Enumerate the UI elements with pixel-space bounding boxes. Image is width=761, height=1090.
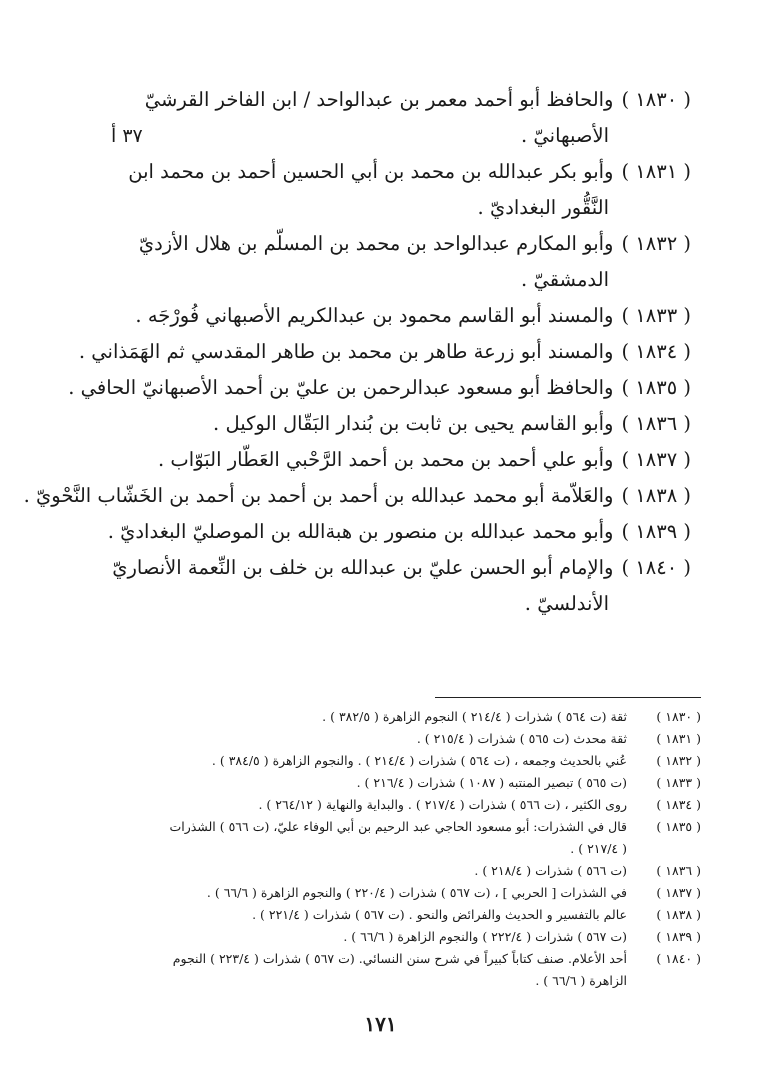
footnote-continuation: ( ٢١٧/٤ ) . <box>570 841 627 856</box>
entry-1832 <box>91 226 691 298</box>
footnote-text: ثقة محدث (ت ٥٦٥ ) شذرات ( ٢١٥/٤ ) . <box>416 731 627 746</box>
footnote-number: ( ١٨٤٠ ) <box>656 951 701 966</box>
entry-continuation: الدمشقيّ . <box>521 268 609 291</box>
entry-1836 <box>91 406 691 442</box>
footnote-1838 <box>56 904 701 926</box>
footnotes-list <box>56 706 701 992</box>
footnote-text: عُني بالحديث وجمعه ، (ت ٥٦٤ ) شذرات ( ٢١٤/٤ ) . والنجوم الزاهرة ( ٣٨٤/٥ ) . <box>211 753 627 768</box>
entry-text: والحافظ أبو أحمد معمر بن عبدالواحد / ابن الفاخر القرشيّ <box>144 88 614 111</box>
entry-number: ( ١٨٣٦ ) <box>621 412 691 435</box>
footnote-text: في الشذرات [ الحربي ] ، (ت ٥٦٧ ) شذرات ( ٢٢٠/٤ ) والنجوم الزاهرة ( ٦٦/٦ ) . <box>206 885 627 900</box>
footnote-text: أحد الأعلام. صنف كتاباً كبيراً في شرح سنن النسائي. (ت ٥٦٧ ) شذرات ( ٢٢٣/٤ ) النجوم <box>172 951 627 966</box>
entry-number: ( ١٨٣٧ ) <box>621 448 691 471</box>
footnote-text: (ت ٥٦٧ ) شذرات ( ٢٢٢/٤ ) والنجوم الزاهرة ( ٦٦/٦ ) . <box>343 929 627 944</box>
entry-number: ( ١٨٣٥ ) <box>621 376 691 399</box>
entry-text: وأبو علي أحمد بن محمد بن أحمد الرَّحْبي العَطّار البَوّاب . <box>158 448 614 471</box>
entry-number: ( ١٨٣٣ ) <box>621 304 691 327</box>
entry-number: ( ١٨٤٠ ) <box>621 556 691 579</box>
footnote-1836 <box>56 860 701 882</box>
entry-number: ( ١٨٣٤ ) <box>621 340 691 363</box>
footnote-text: (ت ٥٦٦ ) شذرات ( ٢١٨/٤ ) . <box>474 863 627 878</box>
footnote-number: ( ١٨٣١ ) <box>656 731 701 746</box>
footnote-number: ( ١٨٣٣ ) <box>656 775 701 790</box>
footnote-1835 <box>56 816 701 860</box>
entry-1838 <box>23 478 691 514</box>
entry-1837 <box>91 442 691 478</box>
entry-number: ( ١٨٣٨ ) <box>621 484 691 507</box>
footnote-number: ( ١٨٣٢ ) <box>656 753 701 768</box>
entry-continuation: النَّقُّور البغداديّ . <box>477 196 609 219</box>
footnote-1833 <box>56 772 701 794</box>
footnote-1831 <box>56 728 701 750</box>
footnote-number: ( ١٨٣٠ ) <box>656 709 701 724</box>
footnote-number: ( ١٨٣٧ ) <box>656 885 701 900</box>
entry-1833 <box>91 298 691 334</box>
entries-list <box>23 82 691 622</box>
footnote-1832 <box>56 750 701 772</box>
footnote-1834 <box>56 794 701 816</box>
entry-text: وأبو المكارم عبدالواحد بن محمد بن المسلّم بن هلال الأزديّ <box>138 232 614 255</box>
entry-1831 <box>91 154 691 226</box>
page-number: ١٧١ <box>364 1012 397 1036</box>
footnote-number: ( ١٨٣٩ ) <box>656 929 701 944</box>
footnote-number: ( ١٨٣٤ ) <box>656 797 701 812</box>
entry-text: والحافظ أبو مسعود عبدالرحمن بن عليّ بن أحمد الأصبهانيّ الحافي . <box>68 376 614 399</box>
folio-marker: ٣٧ أ <box>111 125 143 147</box>
footnote-text: قال في الشذرات: أبو مسعود الحاجي عبد الرحيم بن أبي الوفاء عليّ، (ت ٥٦٦ ) الشذرات <box>169 819 627 834</box>
entry-text: وأبو القاسم يحيى بن ثابت بن بُندار البَقّال الوكيل . <box>213 412 614 435</box>
entry-text: والإمام أبو الحسن عليّ بن عبدالله بن خلف بن النِّعمة الأنصاريّ <box>112 556 614 579</box>
entry-1840 <box>91 550 691 622</box>
footnote-continuation: الزاهرة ( ٦٦/٦ ) . <box>535 973 627 988</box>
entry-text: والمسند أبو زرعة طاهر بن محمد بن طاهر المقدسي ثم الهَمَذاني . <box>78 340 614 363</box>
footnote-text: عالم بالتفسير و الحديث والفرائض والنحو . (ت ٥٦٧ ) شذرات ( ٢٢١/٤ ) . <box>252 907 627 922</box>
entry-number: ( ١٨٣١ ) <box>621 160 691 183</box>
footnote-1837 <box>56 882 701 904</box>
footnote-text: روى الكثير ، (ت ٥٦٦ ) شذرات ( ٢١٧/٤ ) . والبداية والنهاية ( ٢٦٤/١٢ ) . <box>258 797 627 812</box>
entry-1830 <box>91 82 691 154</box>
entry-text: والعَلاّمة أبو محمد عبدالله بن أحمد بن أحمد بن أحمد بن الخَشّاب النَّحْويّ . <box>23 484 614 507</box>
entry-number: ( ١٨٣٩ ) <box>621 520 691 543</box>
entry-continuation: الأصبهانيّ . <box>521 124 609 147</box>
entry-text: وأبو محمد عبدالله بن منصور بن هبةالله بن الموصليّ البغداديّ . <box>107 520 614 543</box>
entry-1839 <box>91 514 691 550</box>
footnote-text: (ت ٥٦٥ ) تبصير المنتبه ( ١٠٨٧ ) شذرات ( ٢١٦/٤ ) . <box>356 775 627 790</box>
footnote-1839 <box>56 926 701 948</box>
footnote-number: ( ١٨٣٦ ) <box>656 863 701 878</box>
footnote-1840 <box>56 948 701 992</box>
entry-1835 <box>68 370 691 406</box>
footnote-number: ( ١٨٣٥ ) <box>656 819 701 834</box>
entry-1834 <box>78 334 691 370</box>
entry-number: ( ١٨٣٢ ) <box>621 232 691 255</box>
footnote-divider <box>435 697 701 698</box>
entry-text: والمسند أبو القاسم محمود بن عبدالكريم الأصبهاني فُورْجَه . <box>135 304 614 327</box>
footnote-number: ( ١٨٣٨ ) <box>656 907 701 922</box>
entry-text: وأبو بكر عبدالله بن محمد بن أبي الحسين أحمد بن محمد ابن <box>128 160 614 183</box>
entry-continuation: الأندلسيّ . <box>524 592 609 615</box>
footnote-text: ثقة (ت ٥٦٤ ) شذرات ( ٢١٤/٤ ) النجوم الزاهرة ( ٣٨٢/٥ ) . <box>322 709 627 724</box>
footnote-1830 <box>56 706 701 728</box>
entry-number: ( ١٨٣٠ ) <box>621 88 691 111</box>
